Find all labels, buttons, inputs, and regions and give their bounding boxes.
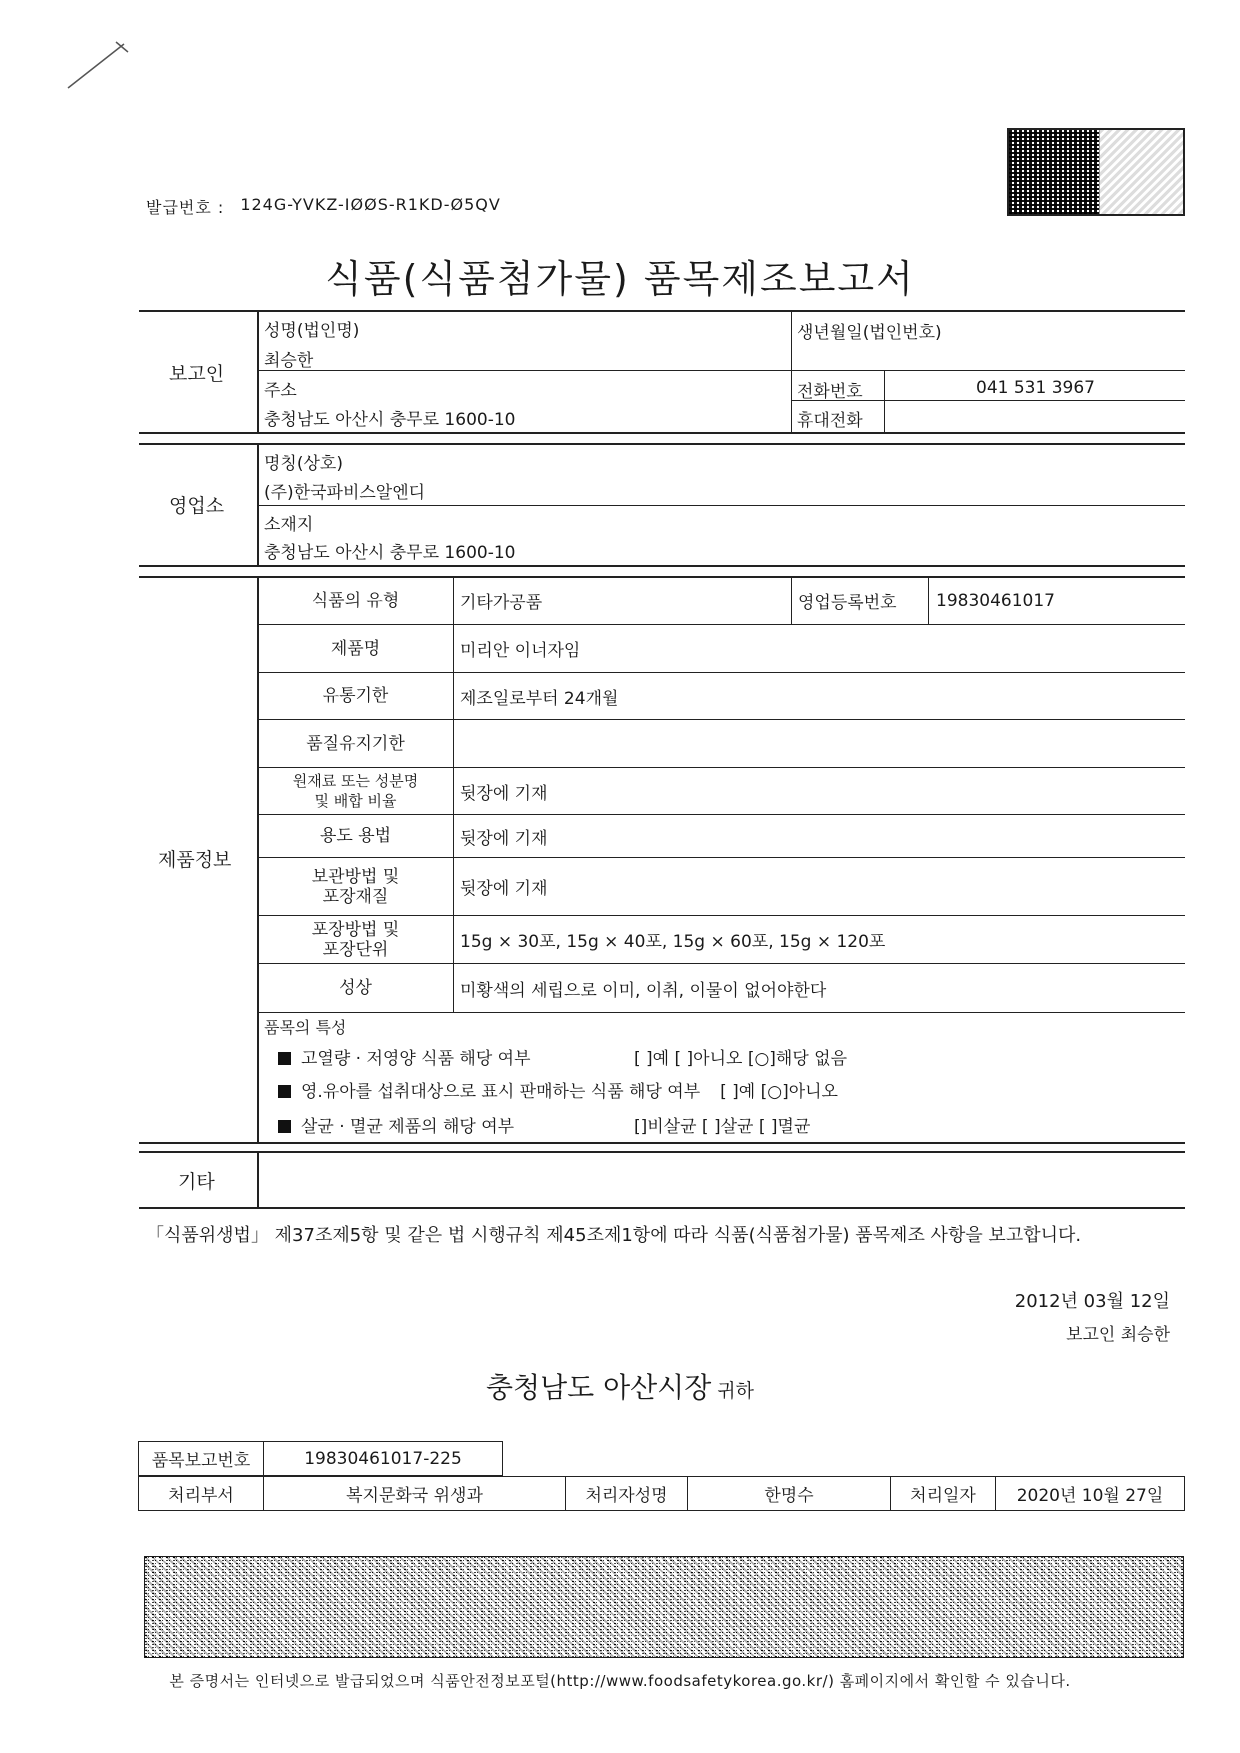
business-section-label: 영업소	[169, 495, 225, 517]
storage-value: 뒷장에 기재	[460, 879, 548, 899]
product-name-label: 제품명	[330, 638, 381, 659]
feature-row-2	[278, 1077, 838, 1102]
feature-2-question: 영.유아를 섭취대상으로 표시 판매하는 식품 해당 여부	[301, 1082, 701, 1102]
address-label: 주소	[264, 381, 297, 401]
expiry-label: 유통기한	[322, 686, 389, 706]
birth-label: 생년월일(법인번호)	[797, 323, 942, 343]
storage-label-line1: 보관방법 및	[311, 866, 400, 887]
storage-label-line2: 포장재질	[322, 886, 389, 907]
footer-note: 본 증명서는 인터넷으로 발급되었으며 식품안전정보포털(http://www.foodsafetykorea.go.kr/) 홈페이지에서 확인할 수 있습니다.	[169, 1672, 1071, 1690]
department-label: 처리부서	[139, 1477, 264, 1511]
usage-value: 뒷장에 기재	[460, 828, 548, 849]
ingredients-label-line2: 및 배합 비율	[314, 792, 397, 810]
report-number-label: 품목보고번호	[139, 1442, 264, 1476]
feature-1-question: 고열량 · 저영양 식품 해당 여부	[301, 1049, 531, 1069]
ingredients-label-line1: 원재료 또는 성분명	[292, 772, 419, 790]
processing-date-value: 2020년 10월 27일	[996, 1477, 1185, 1511]
storage-label	[258, 858, 453, 915]
handler-value: 한명수	[688, 1477, 891, 1511]
feature-3-answer: []비살균 [ ]살균 [ ]멸균	[634, 1117, 811, 1137]
reporter-signature: 보고인 최승한	[1066, 1325, 1170, 1345]
handler-label: 처리자성명	[566, 1477, 688, 1511]
business-name-label: 명칭(상호)	[264, 454, 343, 474]
square-bullet-icon	[278, 1085, 291, 1098]
registration-label: 영업등록번호	[798, 593, 897, 613]
department-value: 복지문화국 위생과	[264, 1477, 566, 1511]
quality-period-label: 품질유지기한	[306, 733, 405, 754]
addressee	[0, 1366, 1240, 1406]
security-barcode-image	[144, 1556, 1184, 1658]
issue-number-value: 124G-YVKZ-IØØS-R1KD-Ø5QV	[240, 195, 501, 214]
expiry-value: 제조일로부터 24개월	[460, 688, 619, 709]
pen-mark	[66, 36, 136, 96]
usage-label: 용도 용법	[319, 826, 392, 846]
report-number-table	[138, 1441, 503, 1476]
addressee-suffix: 귀하	[717, 1380, 754, 1402]
square-bullet-icon	[278, 1120, 291, 1133]
issue-number	[146, 195, 501, 218]
feature-row-3	[278, 1112, 810, 1137]
registration-value: 19830461017	[936, 590, 1055, 611]
report-number-value: 19830461017-225	[264, 1442, 503, 1476]
food-type-label: 식품의 유형	[311, 590, 400, 611]
feature-1-answer: [ ]예 [ ]아니오 [○]해당 없음	[634, 1049, 848, 1069]
legal-statement: 「식품위생법」 제37조제5항 및 같은 법 시행규칙 제45조제1항에 따라 식품(식품첨가물) 품목제조 사항을 보고합니다.	[146, 1225, 1082, 1246]
mobile-label: 휴대전화	[797, 411, 863, 431]
processing-date-label: 처리일자	[891, 1477, 996, 1511]
square-bullet-icon	[278, 1052, 291, 1065]
report-date: 2012년 03월 12일	[1014, 1291, 1170, 1312]
reporter-section-label: 보고인	[169, 363, 225, 385]
issue-number-label: 발급번호 :	[146, 198, 225, 217]
document-title: 식품(식품첨가물) 품목제조보고서	[325, 257, 915, 301]
feature-3-question: 살균 · 멸균 제품의 해당 여부	[301, 1117, 515, 1137]
feature-row-1	[278, 1044, 847, 1069]
phone-value: 041 531 3967	[976, 378, 1095, 398]
feature-2-answer: [ ]예 [○]아니오	[720, 1082, 838, 1102]
product-name-value: 미리안 이너자임	[460, 641, 581, 661]
packaging-label-line1: 포장방법 및	[311, 919, 400, 940]
location-value: 충청남도 아산시 충무로 1600-10	[264, 543, 516, 563]
appearance-label: 성상	[339, 978, 372, 998]
verification-code-image	[1007, 128, 1185, 216]
product-section-label: 제품정보	[158, 849, 232, 871]
addressee-name: 충청남도 아산시장	[485, 1371, 712, 1404]
features-label: 품목의 특성	[264, 1018, 347, 1037]
food-type-value: 기타가공품	[460, 593, 543, 613]
name-value: 최승한	[264, 351, 314, 371]
business-name-value: (주)한국파비스알엔디	[264, 483, 426, 503]
processing-table	[138, 1476, 1185, 1511]
packaging-label-line2: 포장단위	[322, 939, 389, 960]
name-label: 성명(법인명)	[264, 321, 360, 341]
phone-label: 전화번호	[797, 382, 863, 402]
address-value: 충청남도 아산시 충무로 1600-10	[264, 410, 516, 430]
location-label: 소재지	[264, 515, 314, 535]
packaging-label	[258, 916, 453, 963]
packaging-value: 15g × 30포, 15g × 40포, 15g × 60포, 15g × 120포	[460, 932, 886, 952]
appearance-value: 미황색의 세립으로 이미, 이취, 이물이 없어야한다	[460, 980, 827, 1001]
ingredients-label	[258, 768, 453, 814]
other-label: 기타	[178, 1171, 215, 1193]
ingredients-value: 뒷장에 기재	[460, 783, 548, 804]
